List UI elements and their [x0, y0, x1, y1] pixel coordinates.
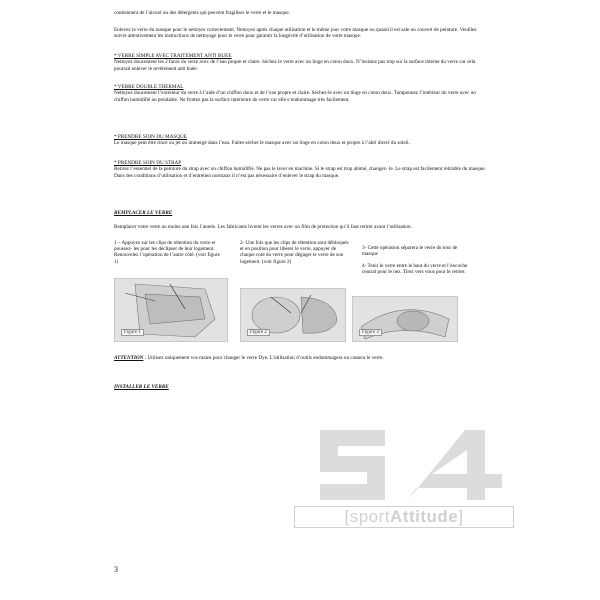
section-verre-simple	[114, 53, 486, 72]
step-3: 3- Cette opération séparera le verre du tour de masque	[362, 245, 458, 258]
figure-3-label: Figure 3	[359, 329, 382, 336]
figure-3	[352, 296, 458, 342]
verre-double-body: Nettoyez doucement l’extérieur du verre à l’aide d’un chiffon doux et de l’eau propre et claire. Séchez-le avec un linge en coton doux. Tamponnez l’intérieur du verre avec un chiffon humidifié au préalable. Ne frottez pas la surface intérieure du verre car elle s’endommage très facilement.	[114, 90, 476, 103]
installer-title: INSTALLER LE VERRE	[114, 384, 169, 390]
step-3-4	[362, 240, 472, 280]
sportattitude-logo	[290, 420, 515, 532]
attention-note	[114, 355, 494, 361]
verre-simple-title: * VERRE SIMPLE AVEC TRAITEMENT ANTI BUEE	[114, 53, 232, 59]
soin-strap-title: * PRENDRE SOIN DU STRAP	[114, 160, 182, 166]
section-soin-masque	[114, 134, 486, 147]
section-verre-double	[114, 84, 486, 103]
cleaning-paragraph: Enlevez le verre du masque pour le nettoyer correctement. Nettoyez après chaque utilisation et le même jour votre masque ou quand il est sale ou couvert de peinture. Veuillez suivre attentivement les instructions de nettoyage pour le verre pour garantir la longévité d’utilisation de votre masque.	[114, 27, 477, 40]
remplacer-title: REMPLACER LE VERRE	[114, 210, 173, 216]
remplacer-intro: Remplacer votre verre au moins une fois l’année. Les fabricants livrent les verres avec un film de protection qu’il faut retirer avant l’utilisation.	[114, 224, 412, 230]
s4-logo-mark	[290, 420, 515, 506]
step-2: 2- Une fois que les clips de rétention sont débloqués et en position pour libérer le verre, appuyer de chaque coté du verre pour dégager le verre de son logement. (voir figure 2)	[240, 240, 349, 265]
attention-text: : Utilisez uniquement vos mains pour changer le verre Dye. L’utilisation d’outils endommagera ou cassera le verre.	[143, 355, 384, 361]
sportattitude-wordmark	[294, 506, 514, 528]
step-1: 1 – Appuyez sur les clips de rétention du verre et poussez- les pour les déclipser de leur logement. Renouvelez l’opération de l’autre côté. (voir figure 1)	[114, 240, 220, 265]
figure-2	[240, 288, 346, 342]
verre-double-title: * VERRE DOUBLE THERMAL	[114, 84, 184, 90]
intro-text: contiennent de l’alcool ou des détergents qui peuvent fragiliser le verre et le masque.	[114, 10, 290, 16]
logo-text-sport: [sport	[344, 507, 391, 526]
figure-1	[114, 278, 228, 342]
page-number: 3	[114, 565, 118, 574]
logo-text-attitude: Attitude	[390, 507, 459, 526]
attention-label: ATTENTION	[114, 355, 144, 361]
figure-1-label: Figure 1	[121, 329, 144, 336]
figure-2-label: Figure 2	[247, 329, 270, 336]
step-4: 4- Tenir le verre entre le haut du verre et l’encoche central pour le nez. Tirez vers vous pour le retirer.	[362, 262, 468, 275]
soin-masque-body: Le masque peut être rincé ou jet ou immergé dans l’eau. Faites sécher le masque avec un linge en coton doux et propre à l’abri direct du soleil.	[114, 140, 410, 147]
soin-masque-title: * PRENDRE SOIN DU MASQUE	[114, 134, 187, 140]
section-soin-strap	[114, 160, 486, 179]
logo-text-bracket: ]	[458, 507, 464, 526]
verre-simple-body: Nettoyez doucement les 2 faces du verre avec de l’eau propre et claire. Séchez le verre avec un linge en coton doux. N’insistez pas trop sur la surface interne du verre car cela pourrait enlever le revêtement anti buée.	[114, 59, 476, 72]
soin-strap-body: Retirez l’essentiel de la peinture du strap avec un chiffon humidifié. Ne pas le laver en machine. Si le strap est trop abimé, changez- le. Le strap est facilement retirable du masque. Dans des conditions d’utilisation et d’entretien normaux il n’est pas nécessaire d’enlever le strap du masque.	[114, 166, 486, 179]
